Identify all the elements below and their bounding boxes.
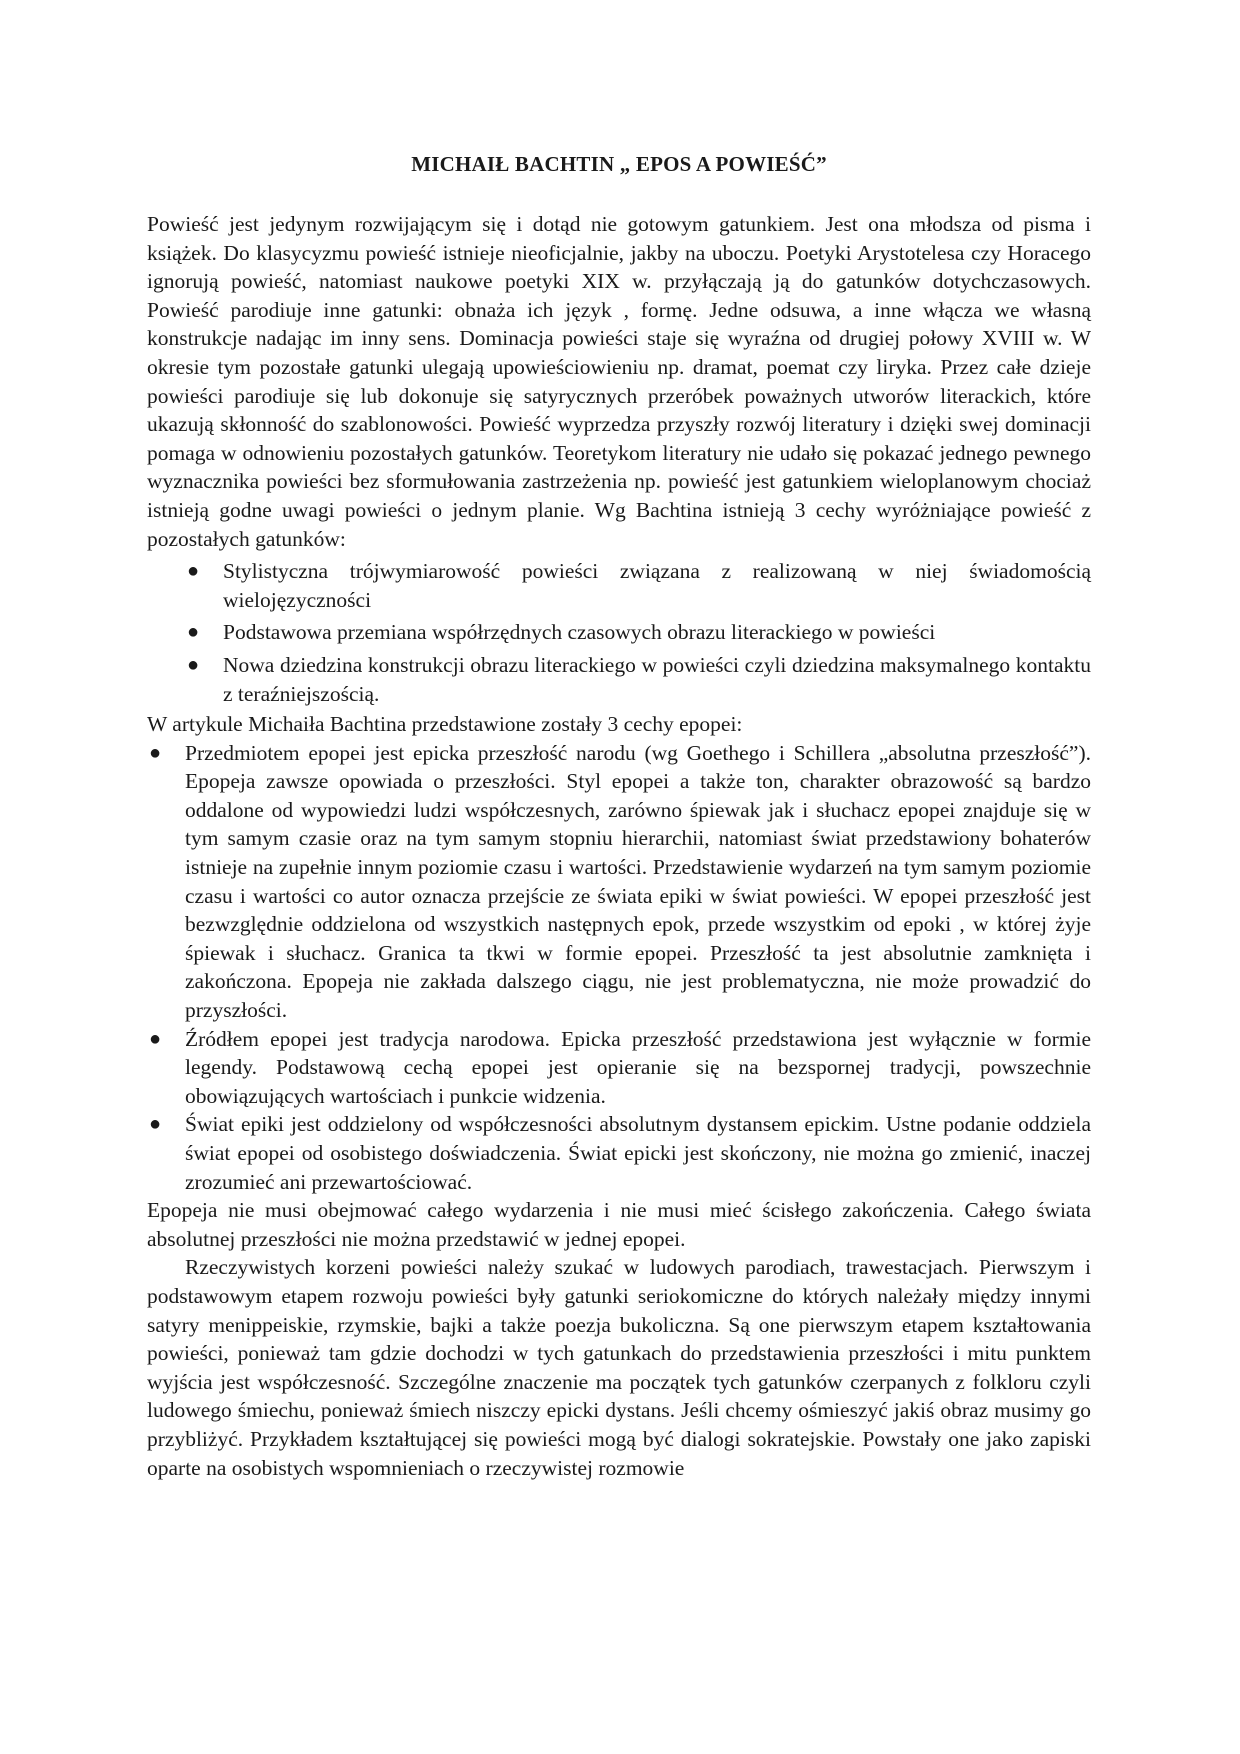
bullet-icon: ● (149, 741, 162, 764)
bullet-icon: ● (149, 1027, 162, 1050)
epic-intro-paragraph: W artykule Michaiła Bachtina przedstawione zostały 3 cechy epopei: (147, 712, 743, 737)
list-item (149, 1110, 1091, 1196)
list-item-text: Nowa dziedzina konstrukcji obrazu literackiego w powieści czyli dziedzina maksymalnego kontaktu z teraźniejszością. (223, 652, 1091, 706)
list-item-text: Źródłem epopei jest tradycja narodowa. Epicka przeszłość przedstawiona jest wyłącznie w formie legendy. Podstawową cechą epopei jest opieranie się na bezspornej tradycji, powszechnie obowiązujących wartościach i punkcie widzenia. (185, 1026, 1091, 1108)
epic-features-list (147, 739, 1091, 1197)
list-item (149, 1025, 1091, 1111)
novel-features-list (147, 557, 1091, 708)
document-page (147, 150, 1091, 1482)
list-item-text: Świat epiki jest oddzielony od współczesności absolutnym dystansem epickim. Ustne podanie oddziela świat epopei od osobistego doświadczenia. Świat epicki jest skończony, nie można go zmienić, inaczej zrozumieć ani przewartościować. (185, 1112, 1091, 1194)
list-item-text: Przedmiotem epopei jest epicka przeszłość narodu (wg Goethego i Schillera „absolutna przeszłość”). Epopeja zawsze opowiada o przeszłości. Styl epopei a także ton, charakter obrazowość są bardzo oddalone od wypowiedzi ludzi współczesnych, zarówno śpiewak jak i słuchacz epopei znajduje się w tym samym czasie oraz na tym samym stopniu hierarchii, natomiast świat przedstawiony bohaterów istnieje na zupełnie innym poziomie czasu i wartości. Przedstawienie wydarzeń na tym samym poziomie czasu i wartości co autor oznacza przejście ze świata epiki w świat powieści. W epopei przeszłość jest bezwzględnie oddzielona od wszystkich następnych epok, przede wszystkim od epoki , w której żyje śpiewak i słuchacz. Granica ta tkwi w formie epopei. Przeszłość ta jest absolutnie zamknięta i zakończona. Epopeja nie zakłada dalszego ciągu, nie jest problematyczna, nie może prowadzić do przyszłości. (185, 740, 1091, 1023)
epic-closing-paragraph: Epopeja nie musi obejmować całego wydarzenia i nie musi mieć ścisłego zakończenia. Całego świata absolutnej przeszłości nie można przedstawić w jednej epopei. (147, 1198, 1091, 1251)
bullet-icon: ● (187, 653, 200, 676)
bullet-icon: ● (149, 1113, 162, 1136)
list-item (149, 739, 1091, 1025)
list-item (187, 618, 1091, 647)
bullet-icon: ● (187, 621, 200, 644)
list-item-text: Stylistyczna trójwymiarowość powieści związana z realizowaną w niej świadomością wielojęzyczności (223, 559, 1091, 612)
roots-paragraph: Rzeczywistych korzeni powieści należy szukać w ludowych parodiach, trawestacjach. Pierwszym i podstawowym etapem rozwoju powieści były gatunki seriokomiczne do których należały między innymi satyry menippeiskie, rzymskie, bajki a także poezja bukoliczna. Są one pierwszym etapem kształtowania powieści, ponieważ tam gdzie dochodzi w tych gatunkach do przedstawienia przeszłości i mitu punktem wyjścia jest współczesność. Szczególne znaczenie ma początek tych gatunków czerpanych z folkloru czyli ludowego śmiechu, ponieważ śmiech niszczy epicki dystans. Jeśli chcemy ośmieszyć jakiś obraz musimy go przybliżyć. Przykładem kształtującej się powieści mogą być dialogi sokratejskie. Powstały one jako zapiski oparte na osobistych wspomnieniach o rzeczywistej rozmowie (147, 1255, 1091, 1480)
bullet-icon: ● (187, 560, 200, 583)
list-item-text: Podstawowa przemiana współrzędnych czasowych obrazu literackiego w powieści (223, 620, 936, 645)
list-item (187, 557, 1091, 614)
document-title: MICHAIŁ BACHTIN „ EPOS A POWIEŚĆ” (411, 152, 827, 176)
list-item (187, 651, 1091, 708)
intro-paragraph: Powieść jest jedynym rozwijającym się i dotąd nie gotowym gatunkiem. Jest ona młodsza od pisma i książek. Do klasycyzmu powieść istnieje nieoficjalnie, jakby na uboczu. Poetyki Arystotelesa czy Horacego ignorują powieść, natomiast naukowe poetyki XIX w. przyłączają ją do gatunków dotychczasowych. Powieść parodiuje inne gatunki: obnaża ich język , formę. Jedne odsuwa, a inne włącza we własną konstrukcje nadając im inny sens. Dominacja powieści staje się wyraźna od drugiej połowy XVIII w. W okresie tym pozostałe gatunki ulegają upowieściowieniu np. dramat, poemat czy liryka. Przez całe dzieje powieści parodiuje się lub dokonuje się satyrycznych przeróbek poważnych utworów literackich, które ukazują skłonność do szablonowości. Powieść wyprzedza przyszły rozwój literatury i dzięki swej dominacji pomaga w odnowieniu pozostałych gatunków. Teoretykom literatury nie udało się pokazać jednego pewnego wyznacznika powieści bez sformułowania zastrzeżenia np. powieść jest gatunkiem wieloplanowym chociaż istnieją godne uwagi powieści o jednym planie. Wg Bachtina istnieją 3 cechy wyróżniające powieść z pozostałych gatunków: (147, 212, 1091, 551)
